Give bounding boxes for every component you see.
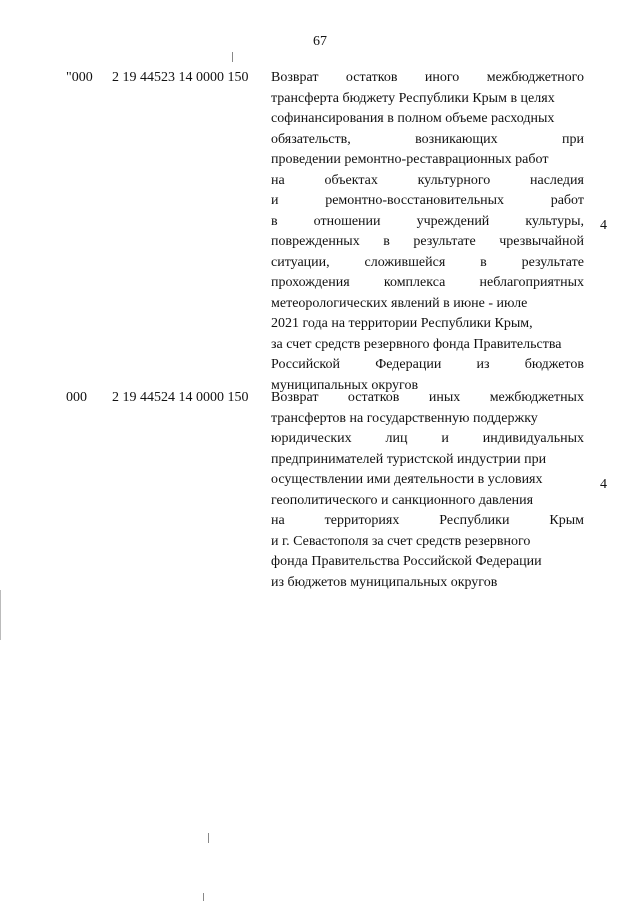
description-text: на	[271, 172, 285, 188]
description-text: остатков	[345, 70, 398, 85]
description-text: из бюджетов муниципальных округов	[271, 574, 498, 590]
description-text: чрезвычайной	[499, 234, 584, 249]
scan-artifact	[208, 833, 209, 843]
description-text: из	[476, 357, 490, 372]
description-text: в	[383, 234, 390, 249]
description-text: результате	[413, 234, 476, 249]
description-text: софинансирования в полном объеме расходных	[271, 111, 555, 126]
description-line	[271, 409, 584, 430]
description-line	[271, 573, 584, 594]
description-text: сложившейся	[364, 254, 446, 270]
description-text: Республики	[439, 513, 510, 528]
description-line	[271, 294, 584, 315]
description-text: ремонтно-восстановительных	[325, 193, 505, 208]
description-text: культурного	[417, 172, 491, 188]
description-text: неблагоприятных	[479, 275, 584, 290]
description-text: прохождения	[271, 275, 350, 290]
entry-description	[271, 388, 584, 593]
description-text: остатков	[347, 390, 400, 405]
description-text: и	[271, 193, 279, 208]
description-text: ситуации,	[271, 254, 330, 270]
description-line	[271, 532, 584, 553]
admin-code: 000	[66, 390, 87, 405]
description-line	[271, 109, 584, 130]
page-number: 67	[313, 34, 327, 49]
description-text: Крым	[549, 513, 584, 528]
description-line	[271, 470, 584, 491]
scan-artifact	[0, 590, 1, 640]
description-line	[271, 314, 584, 335]
description-text: фонда Правительства Российской Федерации	[271, 554, 542, 569]
description-text: поврежденных	[271, 234, 360, 249]
description-text: отношении	[313, 213, 381, 229]
description-line	[271, 491, 584, 512]
description-text: наследия	[529, 172, 584, 188]
description-text: объектах	[324, 172, 378, 188]
description-text: 2021 года на территории Республики Крым,	[271, 316, 533, 331]
description-line	[271, 150, 584, 171]
entry-description	[271, 68, 584, 396]
description-text: Российской	[271, 357, 340, 372]
description-text: трансферта бюджету Республики Крым в целях	[271, 90, 555, 106]
description-text: Федерации	[375, 357, 442, 372]
description-line	[271, 388, 584, 409]
budget-classification-code: 2 19 44524 14 0000 150	[112, 390, 249, 405]
description-text: иных	[428, 390, 461, 405]
description-line	[271, 511, 584, 532]
description-text: юридических	[271, 431, 352, 446]
description-line	[271, 171, 584, 192]
description-text: в	[480, 254, 487, 270]
scan-artifact	[203, 893, 204, 901]
description-line	[271, 273, 584, 294]
description-text: межбюджетных	[489, 390, 584, 405]
description-line	[271, 68, 584, 89]
description-text: при	[562, 131, 584, 147]
description-line	[271, 355, 584, 376]
description-text: и	[441, 431, 449, 446]
description-text: лиц	[385, 431, 408, 446]
description-text: Возврат	[271, 390, 319, 405]
description-text: индивидуальных	[482, 431, 584, 446]
description-line	[271, 89, 584, 110]
description-text: на	[271, 513, 285, 528]
description-line	[271, 130, 584, 151]
description-line	[271, 212, 584, 233]
description-text: обязательств,	[271, 131, 351, 147]
description-text: и г. Севастополя за счет средств резервного	[271, 533, 531, 549]
description-text: культуры,	[525, 213, 584, 229]
entry-amount: 4	[600, 477, 607, 492]
description-text: за счет средств резервного фонда Правительства	[271, 336, 562, 352]
budget-classification-code: 2 19 44523 14 0000 150	[112, 70, 249, 85]
entry-amount: 4	[600, 218, 607, 233]
description-text: территориях	[324, 513, 400, 528]
admin-code: "000	[66, 70, 93, 85]
description-text: результате	[521, 254, 584, 270]
description-line	[271, 232, 584, 253]
description-text: Возврат	[271, 70, 319, 85]
description-text: трансфертов на государственную поддержку	[271, 410, 538, 426]
description-line	[271, 253, 584, 274]
description-text: проведении ремонтно-реставрационных работ	[271, 152, 549, 167]
description-text: метеорологических явлений в июне - июле	[271, 295, 528, 311]
description-text: комплекса	[383, 275, 446, 290]
description-text: муниципальных округов	[271, 377, 419, 393]
description-text: возникающих	[415, 131, 498, 147]
description-line	[271, 552, 584, 573]
description-text: осуществлении ими деятельности в условиях	[271, 472, 543, 487]
description-line	[271, 450, 584, 471]
description-text: предпринимателей туристской индустрии при	[271, 451, 547, 467]
description-text: работ	[550, 193, 584, 208]
description-text: межбюджетного	[486, 70, 584, 85]
description-text: бюджетов	[524, 357, 584, 372]
description-text: геополитического и санкционного давления	[271, 492, 534, 508]
description-line	[271, 429, 584, 450]
description-text: учреждений	[416, 213, 490, 229]
description-text: в	[271, 213, 278, 229]
description-line	[271, 191, 584, 212]
scan-artifact	[232, 52, 233, 62]
description-line	[271, 335, 584, 356]
description-text: иного	[424, 70, 460, 85]
